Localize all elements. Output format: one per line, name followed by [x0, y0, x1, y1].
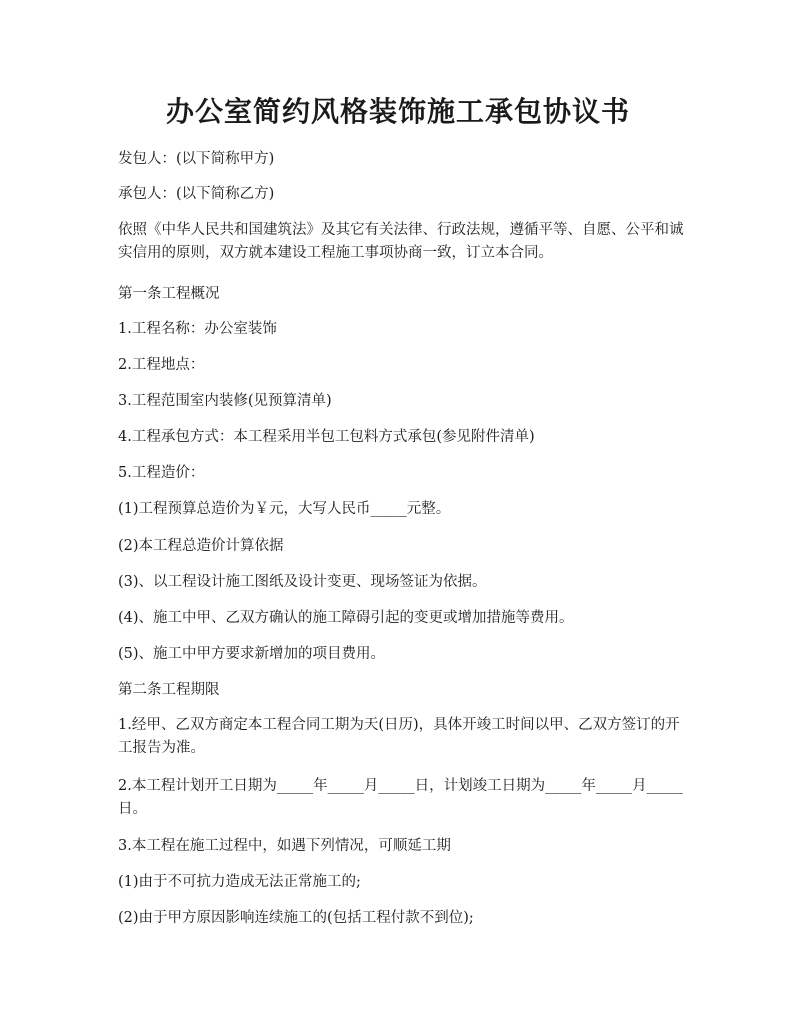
extension-item-1: (1)由于不可抗力造成无法正常施工的; [118, 874, 361, 890]
party-b-line: 承包人：(以下简称乙方) [118, 186, 275, 202]
cost-item-2: (2)本工程总造价计算依据 [118, 538, 284, 554]
term-clause-3: 3.本工程在施工过程中，如遇下列情况，可顺延工期 [118, 838, 451, 854]
document-title: 办公室简约风格装饰施工承包协议书 [165, 95, 630, 128]
party-a-line: 发包人：(以下简称甲方) [118, 151, 275, 167]
cost-item-1: (1)工程预算总造价为￥元，大写人民币_____元整。 [118, 501, 451, 517]
article-2-heading: 第二条工程期限 [118, 682, 220, 698]
clause-project-location: 2.工程地点： [118, 357, 205, 373]
clause-project-scope: 3.工程范围室内装修(见预算清单) [118, 393, 332, 409]
clause-contract-method: 4.工程承包方式：本工程采用半包工包料方式承包(参见附件清单) [118, 429, 535, 445]
preamble-paragraph: 依照《中华人民共和国建筑法》及其它有关法律、行政法规，遵循平等、自愿、公平和诚实信用的原则，双方就本建设工程施工事项协商一致，订立本合同。 [118, 222, 684, 261]
cost-item-5: (5)、施工中甲方要求新增加的项目费用。 [118, 646, 386, 662]
cost-item-4: (4)、施工中甲、乙双方确认的施工障碍引起的变更或增加措施等费用。 [118, 610, 574, 626]
clause-project-name: 1.工程名称：办公室装饰 [118, 321, 277, 337]
cost-item-3: (3)、以工程设计施工图纸及设计变更、现场签证为依据。 [118, 574, 487, 590]
article-1-heading: 第一条工程概况 [118, 286, 220, 302]
clause-project-cost: 5.工程造价： [118, 465, 205, 481]
term-clause-2: 2.本工程计划开工日期为_____年_____月_____日，计划竣工日期为_____年_____月_____日。 [118, 778, 683, 817]
extension-item-2: (2)由于甲方原因影响连续施工的(包括工程付款不到位); [118, 910, 474, 926]
term-clause-1: 1.经甲、乙双方商定本工程合同工期为天(日历)，具体开竣工时间以甲、乙双方签订的开工报告为准。 [118, 717, 680, 756]
